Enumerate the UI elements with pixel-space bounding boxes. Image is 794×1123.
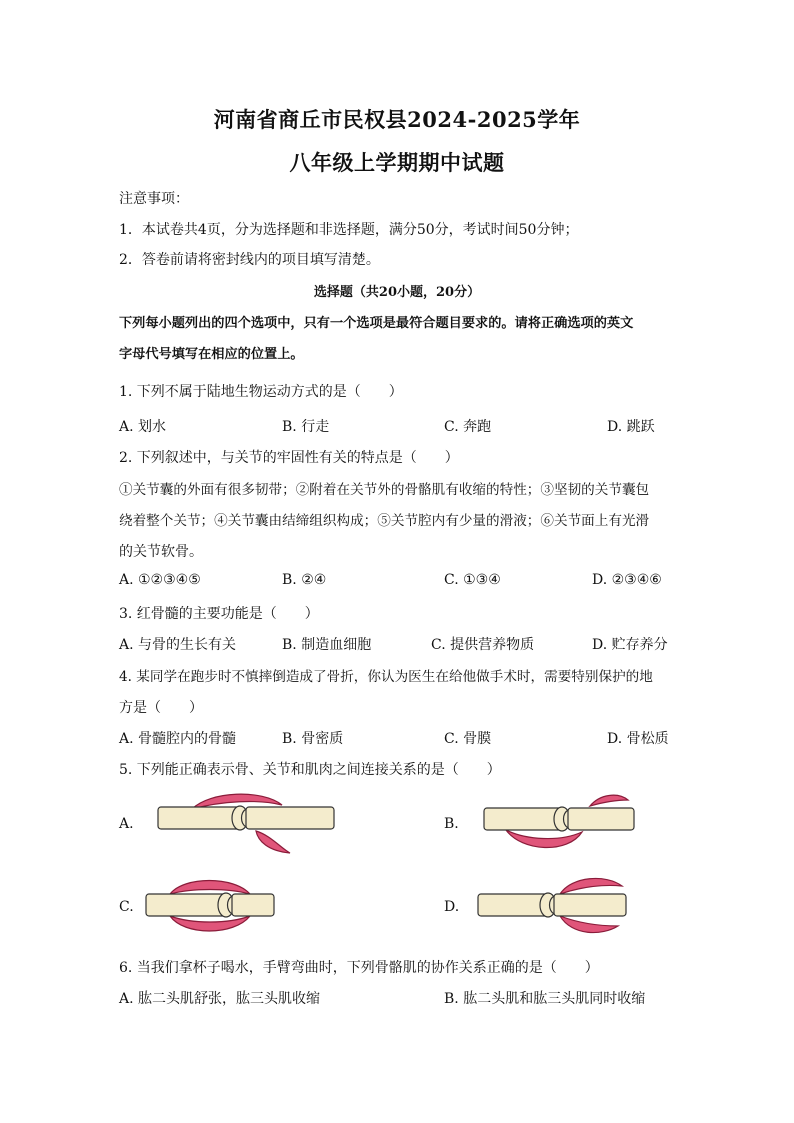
notes-item-1: 1．本试卷共4页，分为选择题和非选择题，满分50分，考试时间50分钟； <box>119 222 579 238</box>
question-5-stem: 5. 下列能正确表示骨、关节和肌肉之间连接关系的是（ ） <box>119 762 501 778</box>
question-2-option-c[interactable]: C. ①③④ <box>444 572 501 588</box>
question-5-option-d[interactable]: D. <box>444 899 460 915</box>
question-4-option-b[interactable]: B. 骨密质 <box>282 731 344 747</box>
question-1-option-c[interactable]: C. 奔跑 <box>444 419 492 435</box>
question-6-option-b[interactable]: B. 肱二头肌和肱三头肌同时收缩 <box>444 991 646 1007</box>
question-5-option-c[interactable]: C. <box>119 899 134 915</box>
question-4-option-a[interactable]: A. 骨髓腔内的骨髓 <box>119 731 237 747</box>
question-3-option-a[interactable]: A. 与骨的生长有关 <box>119 637 237 653</box>
question-2-option-d[interactable]: D. ②③④⑥ <box>592 572 662 588</box>
notes-heading: 注意事项： <box>119 191 189 207</box>
question-6-option-a[interactable]: A. 肱二头肌舒张，肱三头肌收缩 <box>119 991 321 1007</box>
section-instruction-line2: 字母代号填写在相应的位置上。 <box>119 347 304 362</box>
bone-joint-muscle-diagram-b <box>478 786 638 856</box>
question-2-stem-line4: 的关节软骨。 <box>119 544 203 560</box>
section-instruction-line1: 下列每小题列出的四个选项中，只有一个选项是最符合题目要求的。请将正确选项的英文 <box>119 316 634 331</box>
question-3-option-b[interactable]: B. 制造血细胞 <box>282 637 372 653</box>
question-4-stem: 4. 某同学在跑步时不慎摔倒造成了骨折，你认为医生在给他做手术时，需要特别保护的地 <box>119 669 653 685</box>
question-1-stem: 1. 下列不属于陆地生物运动方式的是（ ） <box>119 384 403 400</box>
section-heading: 选择题（共20小题，20分） <box>313 285 481 300</box>
notes-item-2: 2．答卷前请将密封线内的项目填写清楚。 <box>119 252 380 268</box>
bone-joint-muscle-diagram-a <box>150 785 340 855</box>
question-2-stem: 2. 下列叙述中，与关节的牢固性有关的特点是（ ） <box>119 450 459 466</box>
question-4-option-d[interactable]: D. 骨松质 <box>607 731 669 747</box>
question-6-stem: 6. 当我们拿杯子喝水，手臂弯曲时，下列骨骼肌的协作关系正确的是（ ） <box>119 960 599 976</box>
question-4-option-c[interactable]: C. 骨膜 <box>444 731 492 747</box>
question-5-option-a[interactable]: A. <box>119 816 134 832</box>
question-2-stem-line2: ①关节囊的外面有很多韧带；②附着在关节外的骨骼肌有收缩的特性；③坚韧的关节囊包 <box>119 482 650 498</box>
question-1-option-b[interactable]: B. 行走 <box>282 419 330 435</box>
question-2-stem-line3: 绕着整个关节；④关节囊由结缔组织构成；⑤关节腔内有少量的滑液；⑥关节面上有光滑 <box>119 513 650 529</box>
question-2-option-b[interactable]: B. ②④ <box>282 572 327 588</box>
bone-joint-muscle-diagram-c <box>140 872 280 942</box>
exam-title-line2: 八年级上学期期中试题 <box>289 150 505 175</box>
question-2-option-a[interactable]: A. ①②③④⑤ <box>119 572 201 588</box>
question-3-stem: 3. 红骨髓的主要功能是（ ） <box>119 606 319 622</box>
question-1-option-d[interactable]: D. 跳跃 <box>607 419 655 435</box>
question-1-option-a[interactable]: A. 划水 <box>119 419 167 435</box>
question-5-option-b[interactable]: B. <box>444 816 459 832</box>
question-3-option-d[interactable]: D. 贮存养分 <box>592 637 668 653</box>
question-4-stem-line2: 方是（ ） <box>119 700 203 716</box>
bone-joint-muscle-diagram-d <box>472 872 632 942</box>
exam-title-line1: 河南省商丘市民权县2024-2025学年 <box>213 107 581 132</box>
question-3-option-c[interactable]: C. 提供营养物质 <box>431 637 535 653</box>
